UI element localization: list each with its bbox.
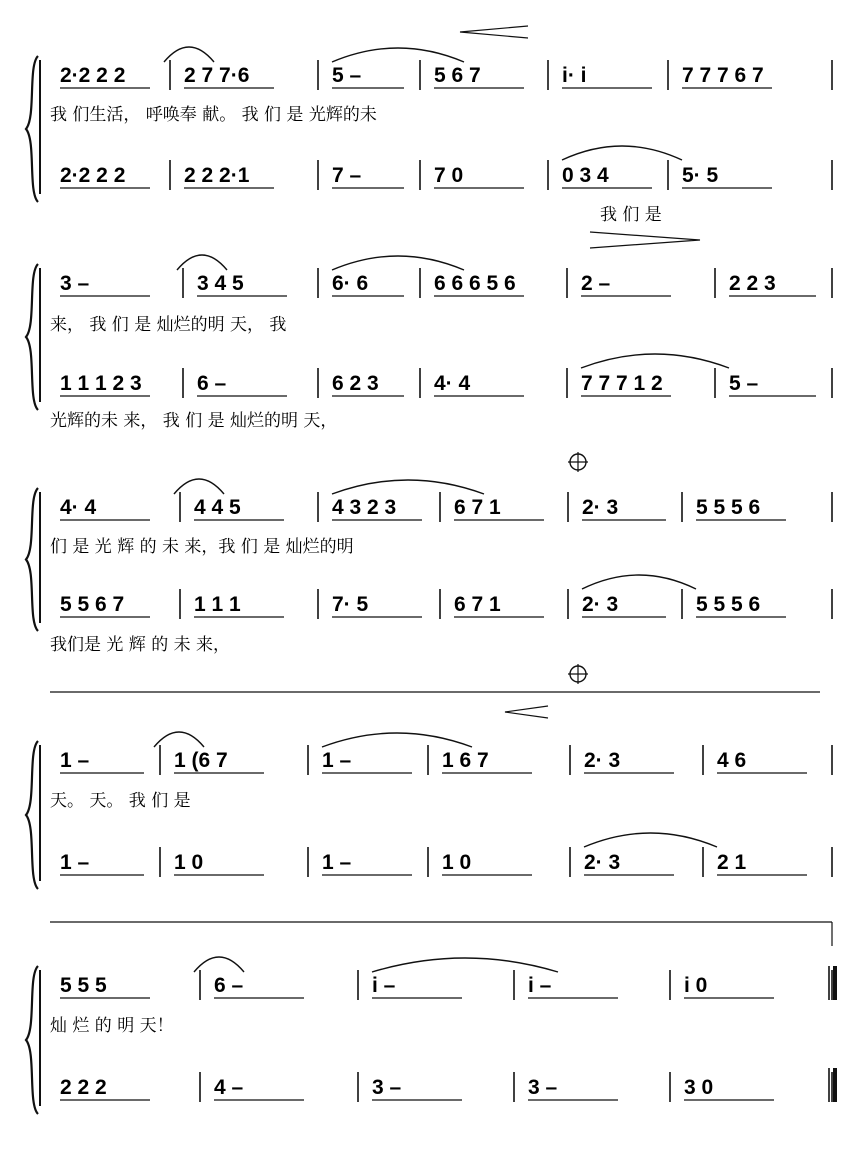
system-brace — [26, 56, 38, 202]
slur — [174, 479, 224, 494]
lower-measure-notes: 7 7 7 1 2 — [581, 372, 663, 395]
lower-measure-notes: 5 5 5 6 — [696, 593, 761, 616]
upper-measure-notes: i 0 — [684, 974, 708, 997]
lower-measure-notes: 2 2 2·1 — [184, 164, 250, 187]
slur — [581, 354, 729, 368]
lower-measure-notes: 6 – — [197, 372, 227, 395]
lyric-line-lower: 我们是 光 辉 的 未 来， — [50, 635, 231, 655]
lower-measure-notes: 5· 5 — [682, 164, 719, 187]
slur — [332, 480, 484, 494]
upper-measure-notes: 5 5 5 6 — [696, 496, 761, 519]
slur — [332, 256, 464, 270]
slur — [322, 733, 472, 747]
lyric-line-upper: 灿 烂 的 明 天！ — [50, 1016, 174, 1036]
upper-measure-notes: 6· 6 — [332, 272, 369, 295]
upper-measure-notes: 2 2 3 — [729, 272, 776, 295]
lyric-line-lower: 光辉的未 来， 我 们 是 灿烂的明 天， — [50, 411, 338, 431]
upper-measure-notes: 1 – — [322, 749, 352, 772]
lower-measure-notes: 0 3 4 — [562, 164, 609, 187]
upper-measure-notes: 3 4 5 — [197, 272, 244, 295]
upper-measure-notes: 2· 3 — [582, 496, 619, 519]
upper-measure-notes: 1 – — [60, 749, 90, 772]
lower-measure-notes: 5 – — [729, 372, 759, 395]
lower-measure-notes: 7 – — [332, 164, 362, 187]
decrescendo-hairpin — [590, 232, 700, 248]
slur — [582, 575, 696, 589]
upper-measure-notes: 4 6 — [717, 749, 747, 772]
lower-measure-notes: 3 – — [372, 1076, 402, 1099]
lyric-line-lower: 我 们 是 — [600, 205, 662, 225]
lower-measure-notes: 3 – — [528, 1076, 558, 1099]
lower-measure-notes: 1 0 — [174, 851, 204, 874]
upper-measure-notes: 6 6 6 5 6 — [434, 272, 516, 295]
system-brace — [26, 488, 38, 631]
lower-measure-notes: 1 1 1 — [194, 593, 241, 616]
lower-measure-notes: 1 0 — [442, 851, 472, 874]
slur — [372, 958, 558, 972]
upper-measure-notes: i· i — [562, 64, 587, 87]
lower-measure-notes: 7· 5 — [332, 593, 369, 616]
upper-measure-notes: 5 6 7 — [434, 64, 481, 87]
lyric-line-upper: 们 是 光 辉 的 未 来，我 们 是 灿烂的明 — [50, 537, 354, 557]
slur — [562, 146, 682, 160]
slur — [164, 47, 214, 62]
crescendo-hairpin — [505, 706, 548, 718]
lower-measure-notes: 4 – — [214, 1076, 244, 1099]
lower-measure-notes: 2· 3 — [582, 593, 619, 616]
upper-measure-notes: 2 7 7·6 — [184, 64, 250, 87]
slur — [154, 732, 204, 747]
upper-measure-notes: 6 7 1 — [454, 496, 501, 519]
lower-measure-notes: 6 7 1 — [454, 593, 501, 616]
upper-measure-notes: 1 (6 7 — [174, 749, 228, 772]
upper-measure-notes: 4 4 5 — [194, 496, 241, 519]
upper-measure-notes: 1 6 7 — [442, 749, 489, 772]
upper-measure-notes: 5 5 5 — [60, 974, 107, 997]
upper-measure-notes: 6 – — [214, 974, 244, 997]
upper-measure-notes: 2 – — [581, 272, 611, 295]
lower-measure-notes: 7 0 — [434, 164, 464, 187]
lyric-line-upper: 我 们生活， 呼唤奉 献。 我 们 是 光辉的未 — [50, 105, 377, 125]
lower-measure-notes: 2· 3 — [584, 851, 621, 874]
lower-measure-notes: 5 5 6 7 — [60, 593, 125, 616]
upper-measure-notes: 4 3 2 3 — [332, 496, 397, 519]
upper-measure-notes: 2·2 2 2 — [60, 64, 126, 87]
lyric-line-upper: 天。 天。 我 们 是 — [50, 791, 191, 811]
lower-measure-notes: 6 2 3 — [332, 372, 379, 395]
system-brace — [26, 966, 38, 1114]
lower-measure-notes: 1 1 1 2 3 — [60, 372, 142, 395]
lower-measure-notes: 2·2 2 2 — [60, 164, 126, 187]
upper-measure-notes: i – — [528, 974, 552, 997]
slur — [194, 957, 244, 972]
upper-measure-notes: 2· 3 — [584, 749, 621, 772]
lower-measure-notes: 1 – — [322, 851, 352, 874]
lower-measure-notes: 4· 4 — [434, 372, 471, 395]
slur — [332, 48, 464, 62]
lyric-line-upper: 来， 我 们 是 灿烂的明 天， 我 — [50, 315, 287, 335]
upper-measure-notes: 5 – — [332, 64, 362, 87]
upper-measure-notes: 7 7 7 6 7 — [682, 64, 764, 87]
upper-measure-notes: 4· 4 — [60, 496, 97, 519]
crescendo-hairpin — [460, 26, 528, 38]
upper-measure-notes: i – — [372, 974, 396, 997]
lower-measure-notes: 2 1 — [717, 851, 747, 874]
lower-measure-notes: 1 – — [60, 851, 90, 874]
slur — [584, 833, 717, 847]
system-brace — [26, 264, 38, 410]
upper-measure-notes: 3 – — [60, 272, 90, 295]
lower-measure-notes: 2 2 2 — [60, 1076, 107, 1099]
system-brace — [26, 741, 38, 889]
lower-measure-notes: 3 0 — [684, 1076, 714, 1099]
slur — [177, 255, 227, 270]
